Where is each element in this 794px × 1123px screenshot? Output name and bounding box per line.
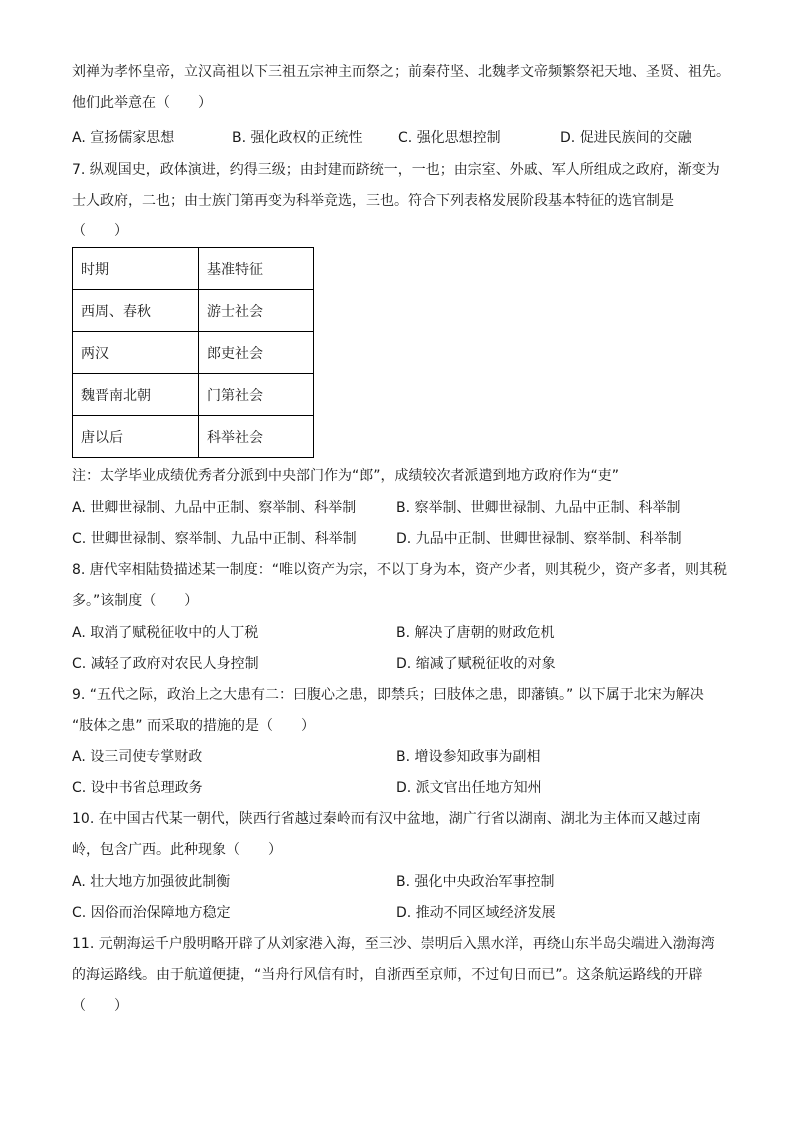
table-row [73,290,314,332]
q9-option-b[interactable]: B. 增设参知政事为副相 [396,749,541,765]
q8-option-a[interactable]: A. 取消了赋税征收中的人丁税 [72,625,259,641]
q9-stem-line1: 9. “五代之际，政治上之大患有二：曰腹心之患，即禁兵；曰肢体之患，即藩镇。” 以下属于北宋为解决 [72,687,704,703]
q7-stem-line1: 7. 纵观国史，政体演进，约得三级；由封建而跻统一，一也；由宗室、外戚、军人所组成之政府，渐变为 [72,162,720,178]
q6-option-b[interactable]: B. 强化政权的正统性 [232,130,363,146]
q6-option-c[interactable]: C. 强化思想控制 [398,130,501,146]
q11-stem-line1: 11. 元朝海运千户殷明略开辟了从刘家港入海，至三沙、崇明后入黑水洋，再绕山东半岛尖端进入渤海湾 [72,936,715,952]
q10-option-b[interactable]: B. 强化中央政治军事控制 [396,874,555,890]
q7-option-d[interactable]: D. 九品中正制、世卿世禄制、察举制、科举制 [396,531,682,547]
table-row [73,416,314,458]
table-cell: 唐以后 [73,416,199,458]
table-cell: 两汉 [73,332,199,374]
q6-option-d[interactable]: D. 促进民族间的交融 [560,130,692,146]
q7-stem-line2: 士人政府，二也；由士族门第再变为科举竞选，三也。符合下列表格发展阶段基本特征的选官制是 [72,193,674,209]
table-row [73,374,314,416]
q11-stem-line3: （ ） [72,998,128,1014]
q8-option-c[interactable]: C. 减轻了政府对农民人身控制 [72,656,259,672]
q9-option-a[interactable]: A. 设三司使专掌财政 [72,749,203,765]
table-cell: 游士社会 [199,290,314,332]
q10-option-c[interactable]: C. 因俗而治保障地方稳定 [72,905,231,921]
q8-option-b[interactable]: B. 解决了唐朝的财政危机 [396,625,555,641]
table-header-row [73,248,314,290]
table-cell: 门第社会 [199,374,314,416]
q7-table [72,247,314,458]
q7-stem-line3: （ ） [72,223,128,239]
q10-option-a[interactable]: A. 壮大地方加强彼此制衡 [72,874,231,890]
q10-stem-line2: 岭，包含广西。此种现象（ ） [72,842,282,858]
q7-option-a[interactable]: A. 世卿世禄制、九品中正制、察举制、科举制 [72,500,357,516]
table-cell: 郎吏社会 [199,332,314,374]
table-cell: 西周、春秋 [73,290,199,332]
q9-stem-line2: “肢体之患” 而采取的措施的是（ ） [72,718,315,734]
q7-note: 注：太学毕业成绩优秀者分派到中央部门作为“郎”，成绩较次者派遣到地方政府作为“吏” [72,468,620,484]
q7-option-b[interactable]: B. 察举制、世卿世禄制、九品中正制、科举制 [396,500,681,516]
q11-stem-line2: 的海运路线。由于航道便捷，“当舟行风信有时，自浙西至京师，不过旬日而已”。这条航运路线的开辟 [72,967,703,983]
q7-option-c[interactable]: C. 世卿世禄制、察举制、九品中正制、科举制 [72,531,357,547]
table-header-cell: 时期 [73,248,199,290]
q6-option-a[interactable]: A. 宣扬儒家思想 [72,130,175,146]
q10-stem-line1: 10. 在中国古代某一朝代，陕西行省越过秦岭而有汉中盆地，湖广行省以湖南、湖北为主体而又越过南 [72,811,701,827]
table-header-cell: 基准特征 [199,248,314,290]
q6-stem-line2: 他们此举意在（ ） [72,95,212,111]
q6-stem-line1: 刘禅为孝怀皇帝，立汉高祖以下三祖五宗神主而祭之；前秦苻坚、北魏孝文帝频繁祭祀天地、圣贤、祖先。 [72,64,730,80]
q8-option-d[interactable]: D. 缩减了赋税征收的对象 [396,656,556,672]
q9-option-c[interactable]: C. 设中书省总理政务 [72,780,203,796]
table-cell: 魏晋南北朝 [73,374,199,416]
q9-option-d[interactable]: D. 派文官出任地方知州 [396,780,542,796]
q10-option-d[interactable]: D. 推动不同区域经济发展 [396,905,556,921]
table-cell: 科举社会 [199,416,314,458]
q8-stem-line1: 8. 唐代宰相陆贽描述某一制度：“唯以资产为宗，不以丁身为本，资产少者，则其税少，资产多者，则其税 [72,562,728,578]
table-row [73,332,314,374]
q8-stem-line2: 多。”该制度（ ） [72,593,199,609]
